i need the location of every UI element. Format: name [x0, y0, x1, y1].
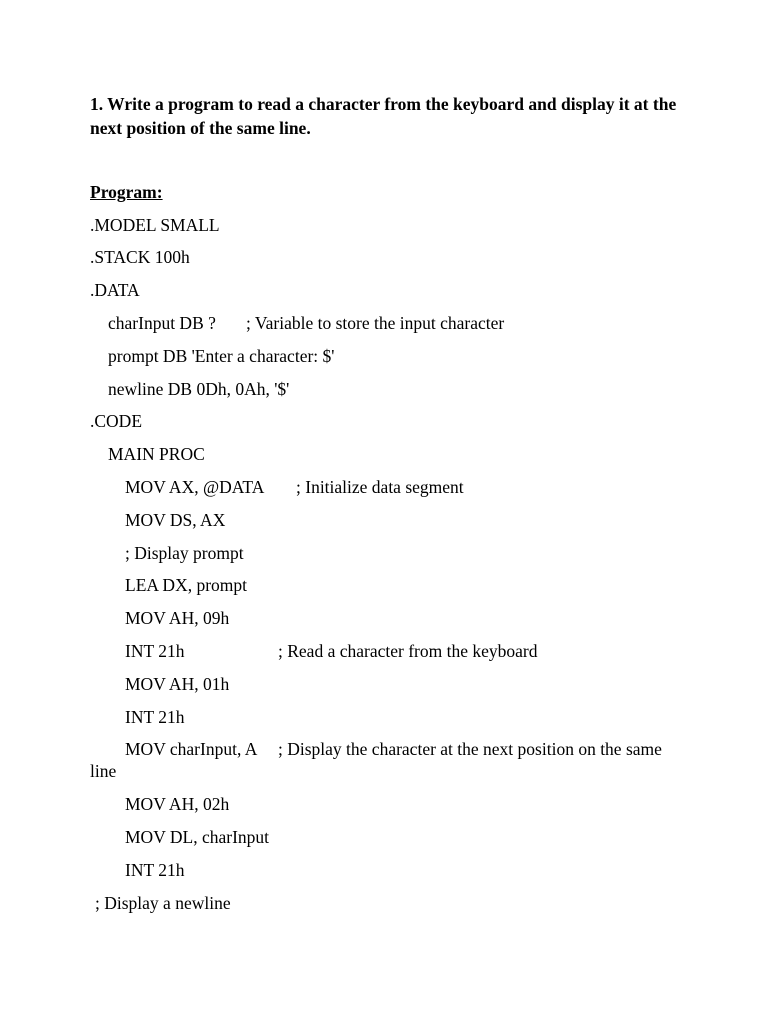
code-comment-display-newline: ; Display a newline: [95, 893, 231, 913]
code-line-charinput-decl: charInput DB ?: [108, 313, 216, 333]
code-line-mov-ah-01h: MOV AH, 01h: [125, 674, 230, 694]
code-line-mov-ah-09h: MOV AH, 09h: [125, 608, 230, 628]
program-heading: Program:: [90, 182, 163, 202]
code-comment-display-char: ; Display the character at the next position on the same: [278, 739, 662, 759]
code-line-main-proc: MAIN PROC: [108, 444, 205, 464]
code-line-data: .DATA: [90, 280, 140, 300]
code-line-lea-dx-prompt: LEA DX, prompt: [125, 575, 248, 595]
code-line-model: .MODEL SMALL: [90, 215, 220, 235]
code-line-stack: .STACK 100h: [90, 247, 190, 267]
code-line-code: .CODE: [90, 411, 143, 431]
code-line-int-21h-3: INT 21h: [125, 860, 185, 880]
code-comment-charinput: ; Variable to store the input character: [246, 313, 505, 333]
code-comment-read-char: ; Read a character from the keyboard: [278, 641, 538, 661]
code-line-newline-decl: newline DB 0Dh, 0Ah, '$': [108, 379, 290, 399]
code-line-prompt-decl: prompt DB 'Enter a character: $': [108, 346, 335, 366]
code-line-mov-charinput: MOV charInput, A: [125, 739, 258, 759]
code-line-mov-dl-charinput: MOV DL, charInput: [125, 827, 270, 847]
code-line-int-21h-1: INT 21h: [125, 641, 185, 661]
code-comment-display-prompt: ; Display prompt: [125, 543, 244, 563]
code-line-mov-ax-data: MOV AX, @DATA: [125, 477, 265, 497]
question-text: 1. Write a program to read a character from the keyboard and display it at the next position of the same line.: [90, 94, 677, 138]
code-comment-init-data: ; Initialize data segment: [296, 477, 464, 497]
code-comment-wrap-line: line: [90, 761, 117, 781]
code-line-mov-ah-02h: MOV AH, 02h: [125, 794, 230, 814]
code-line-int-21h-2: INT 21h: [125, 707, 185, 727]
code-line-mov-ds-ax: MOV DS, AX: [125, 510, 226, 530]
